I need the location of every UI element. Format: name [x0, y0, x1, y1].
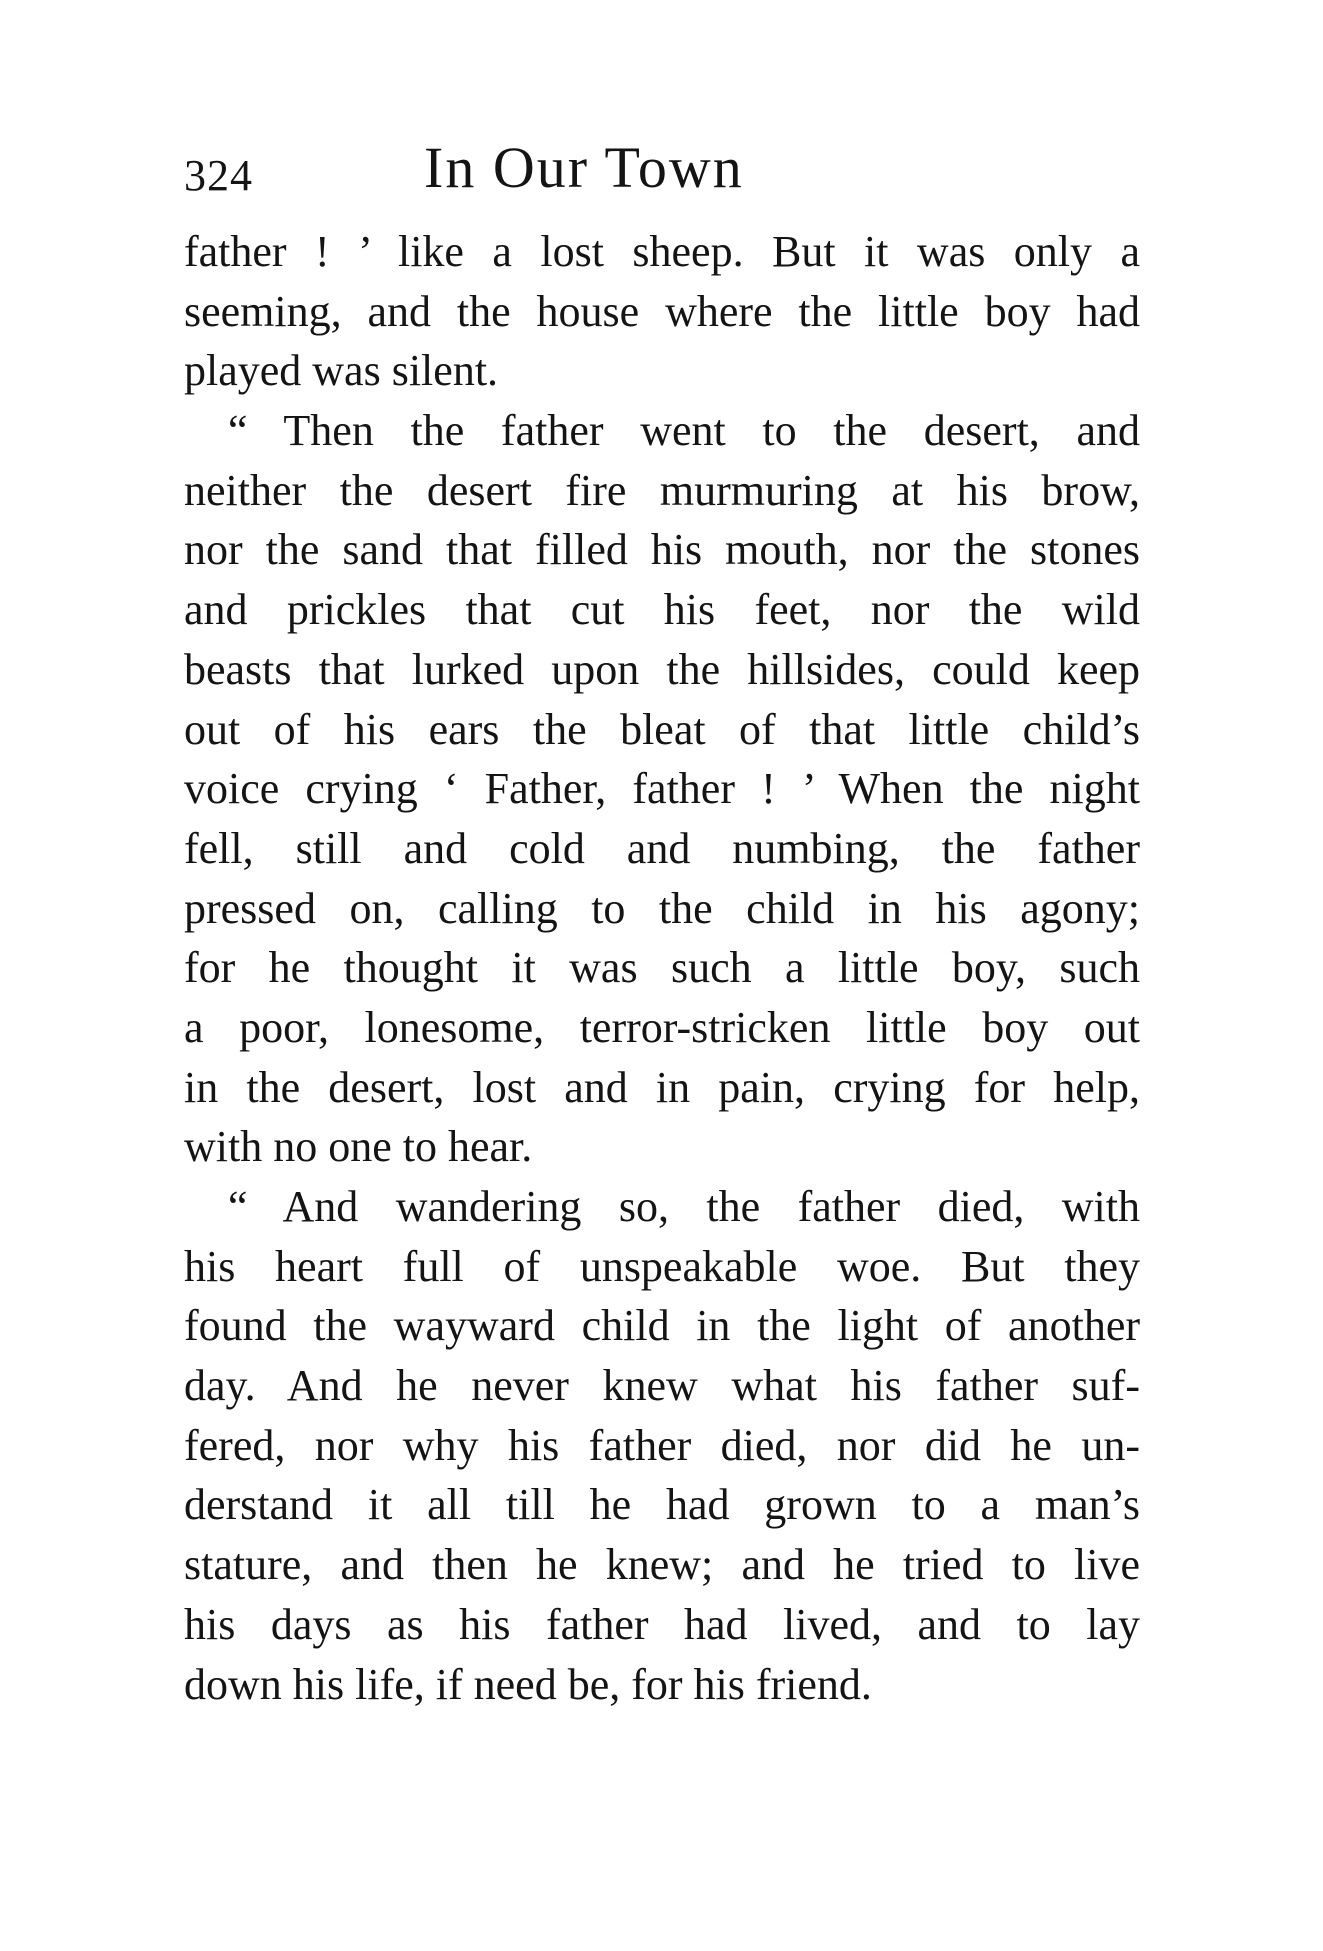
text-line: father ! ’ like a lost sheep. But it was only a [184, 227, 1140, 276]
text-line: neither the desert fire murmuring at his brow, [184, 465, 1140, 515]
text-line: fered, nor why his father died, nor did he un- [184, 1420, 1140, 1470]
text-line: seeming, and the house where the little boy had [184, 286, 1140, 336]
text-line: a poor, lonesome, terror-stricken little boy out [184, 1002, 1140, 1052]
text-line: his heart full of unspeakable woe. But they [184, 1241, 1140, 1291]
text-line: “ And wandering so, the father died, with [228, 1182, 1140, 1231]
text-line: stature, and then he knew; and he tried to live [184, 1540, 1140, 1590]
running-title: In Our Town [424, 135, 744, 200]
text-line: his days as his father had lived, and to lay [184, 1599, 1140, 1649]
body-text [184, 222, 1140, 1714]
text-line: down his life, if need be, for his friend. [184, 1659, 872, 1709]
text-line: fell, still and cold and numbing, the father [184, 823, 1140, 873]
text-line: and prickles that cut his feet, nor the wild [184, 585, 1140, 635]
text-line: beasts that lurked upon the hillsides, could keep [184, 644, 1140, 694]
text-line: in the desert, lost and in pain, crying for help, [184, 1062, 1140, 1112]
text-line: played was silent. [184, 346, 499, 396]
text-line: “ Then the father went to the desert, and [228, 406, 1140, 456]
text-line: for he thought it was such a little boy, such [184, 943, 1140, 993]
page-header [184, 135, 894, 205]
text-line: nor the sand that filled his mouth, nor the stones [184, 525, 1140, 575]
text-line: found the wayward child in the light of another [184, 1301, 1140, 1351]
text-line: with no one to hear. [184, 1122, 533, 1172]
text-line: derstand it all till he had grown to a man’s [184, 1480, 1140, 1530]
text-line: voice crying ‘ Father, father ! ’ When the night [184, 764, 1140, 814]
text-line: pressed on, calling to the child in his agony; [184, 883, 1140, 933]
text-line: day. And he never knew what his father suf- [184, 1361, 1140, 1411]
page-number: 324 [184, 151, 253, 200]
text-line: out of his ears the bleat of that little child’s [184, 704, 1140, 754]
